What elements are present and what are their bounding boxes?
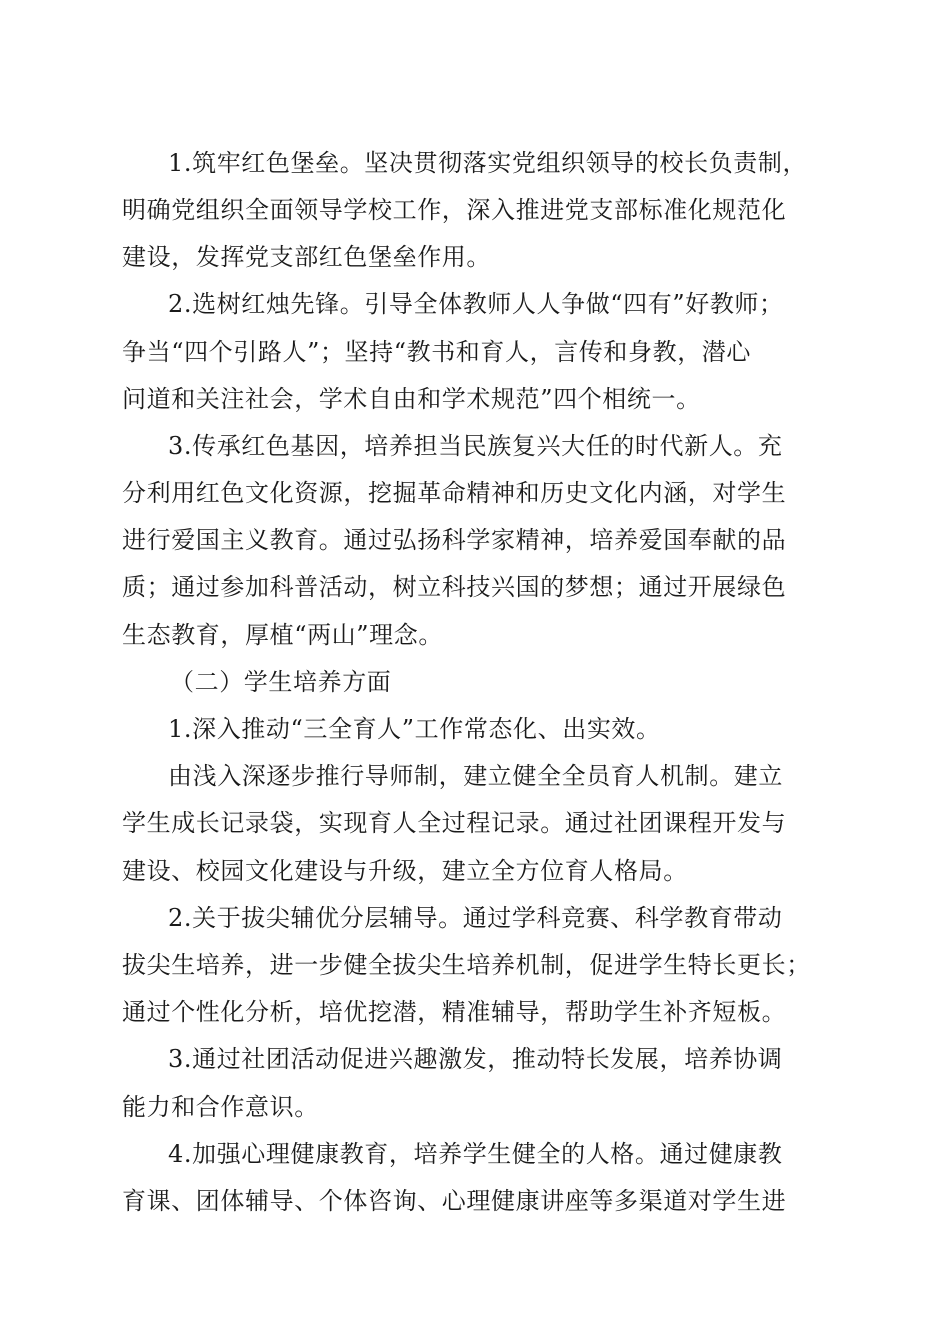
paragraph-line: 分利用红色文化资源，挖掘革命精神和历史文化内涵，对学生 [122,479,787,507]
paragraph-line: 问道和关注社会，学术自由和学术规范”四个相统一。 [122,385,701,413]
paragraph-line: 进行爱国主义教育。通过弘扬科学家精神，培养爱国奉献的品 [122,526,787,554]
paragraph-line: 育课、团体辅导、个体咨询、心理健康讲座等多渠道对学生进 [122,1187,787,1215]
section-heading: （二）学生培养方面 [170,668,392,696]
paragraph-line: 2.关于拔尖辅优分层辅导。通过学科竞赛、科学教育带动 [168,904,783,932]
paragraph-line: 能力和合作意识。 [122,1093,319,1121]
paragraph-line: 建设，发挥党支部红色堡垒作用。 [122,243,491,271]
paragraph-line: 通过个性化分析，培优挖潜，精准辅导，帮助学生补齐短板。 [122,998,787,1026]
paragraph-line: 生态教育，厚植“两山”理念。 [122,621,443,649]
paragraph-line: 3.通过社团活动促进兴趣激发，推动特长发展，培养协调 [168,1045,783,1073]
paragraph-line: 建设、校园文化建设与升级，建立全方位育人格局。 [122,857,688,885]
paragraph-line: 明确党组织全面领导学校工作，深入推进党支部标准化规范化 [122,196,787,224]
paragraph-line: 1.深入推动“三全育人”工作常态化、出实效。 [168,715,661,743]
paragraph-line: 3.传承红色基因，培养担当民族复兴大任的时代新人。充 [168,432,783,460]
paragraph-line: 由浅入深逐步推行导师制，建立健全全员育人机制。建立 [168,762,783,790]
paragraph-line: 争当“四个引路人”；坚持“教书和育人，言传和身教，潜心 [122,338,752,366]
paragraph-line: 学生成长记录袋，实现育人全过程记录。通过社团课程开发与 [122,809,787,837]
paragraph-line: 4.加强心理健康教育，培养学生健全的人格。通过健康教 [168,1140,783,1168]
paragraph-line: 质；通过参加科普活动，树立科技兴国的梦想；通过开展绿色 [122,573,787,601]
paragraph-line: 2.选树红烛先锋。引导全体教师人人争做“四有”好教师； [168,290,784,318]
paragraph-line: 1.筑牢红色堡垒。坚决贯彻落实党组织领导的校长负责制， [168,149,808,177]
paragraph-line: 拔尖生培养，进一步健全拔尖生培养机制，促进学生特长更长； [122,951,811,979]
